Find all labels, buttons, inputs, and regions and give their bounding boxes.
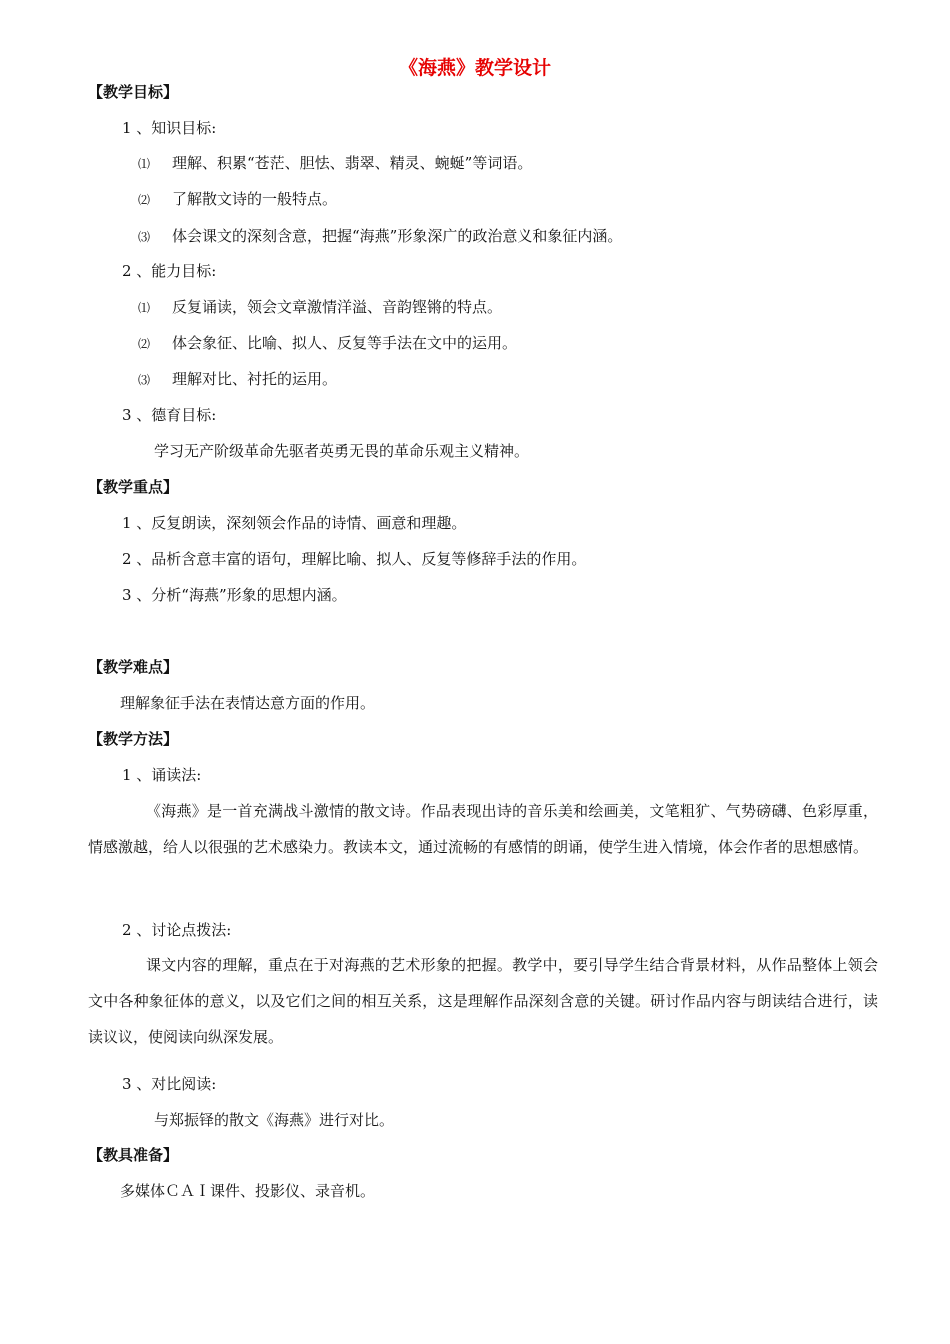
method-label-reading: 1 、诵读法: — [122, 766, 202, 784]
method-label-discussion: 2 、讨论点拨法: — [122, 921, 232, 939]
item-number: ⑴ — [138, 301, 151, 315]
item-number: ⑵ — [138, 337, 151, 351]
moral-objective-text: 学习无产阶级革命先驱者英勇无畏的革命乐观主义精神。 — [154, 442, 530, 460]
item-text: 体会课文的深刻含意，把握“海燕”形象深广的政治意义和象征内涵。 — [172, 227, 623, 245]
ability-objective-item — [138, 297, 502, 318]
key-point-item: 2 、品析含意丰富的语句，理解比喻、拟人、反复等修辞手法的作用。 — [122, 550, 587, 568]
item-text: 体会象征、比喻、拟人、反复等手法在文中的运用。 — [172, 334, 518, 352]
knowledge-objective-label: 1 、知识目标: — [122, 119, 217, 137]
ability-objective-item — [138, 333, 517, 354]
item-text: 了解散文诗的一般特点。 — [172, 190, 338, 208]
ability-objective-label: 2 、能力目标: — [122, 262, 217, 280]
knowledge-objective-item — [138, 153, 532, 174]
difficulty-text: 理解象征手法在表情达意方面的作用。 — [120, 694, 376, 712]
document-title: 《海燕》教学设计 — [398, 57, 551, 79]
method-text-discussion: 课文内容的理解，重点在于对海燕的艺术形象的把握。教学中，要引导学生结合背景材料，从作品整体上领会文中各种象征体的意义，以及它们之间的相互关系，这是理解作品深刻含意的关键。研讨作品内容与朗读结合进行，读读议议，使阅读向纵深发展。 — [88, 956, 878, 1046]
item-number: ⑴ — [138, 157, 151, 171]
moral-objective-label: 3 、德育目标: — [122, 406, 217, 424]
item-text: 理解对比、衬托的运用。 — [172, 370, 338, 388]
knowledge-objective-item — [138, 226, 622, 247]
method-text-comparison: 与郑振铎的散文《海燕》进行对比。 — [154, 1111, 395, 1129]
item-number: ⑶ — [138, 230, 151, 244]
key-point-item: 1 、反复朗读，深刻领会作品的诗情、画意和理趣。 — [122, 514, 467, 532]
ability-objective-item — [138, 369, 337, 390]
item-text: 反复诵读，领会文章激情洋溢、音韵铿锵的特点。 — [172, 298, 503, 316]
section-heading-methods: 【教学方法】 — [88, 730, 179, 748]
section-heading-difficulties: 【教学难点】 — [88, 658, 179, 676]
item-number: ⑵ — [138, 193, 151, 207]
tools-text: 多媒体ＣＡＩ课件、投影仪、录音机。 — [120, 1182, 376, 1200]
section-heading-key-points: 【教学重点】 — [88, 478, 179, 496]
method-label-comparison: 3 、对比阅读: — [122, 1075, 217, 1093]
method-text-reading: 《海燕》是一首充满战斗激情的散文诗。作品表现出诗的音乐美和绘画美，文笔粗犷、气势磅礴、色彩厚重，情感激越，给人以很强的艺术感染力。教读本文，通过流畅的有感情的朗诵，使学生进入情境，体会作者的思想感情。 — [88, 802, 878, 856]
section-heading-tools: 【教具准备】 — [88, 1146, 179, 1164]
item-text: 理解、积累“苍茫、胆怯、翡翠、精灵、蜿蜒”等词语。 — [172, 154, 533, 172]
item-number: ⑶ — [138, 373, 151, 387]
section-heading-objectives: 【教学目标】 — [88, 83, 179, 101]
key-point-item: 3 、分析“海燕”形象的思想内涵。 — [122, 586, 347, 604]
knowledge-objective-item — [138, 189, 337, 210]
